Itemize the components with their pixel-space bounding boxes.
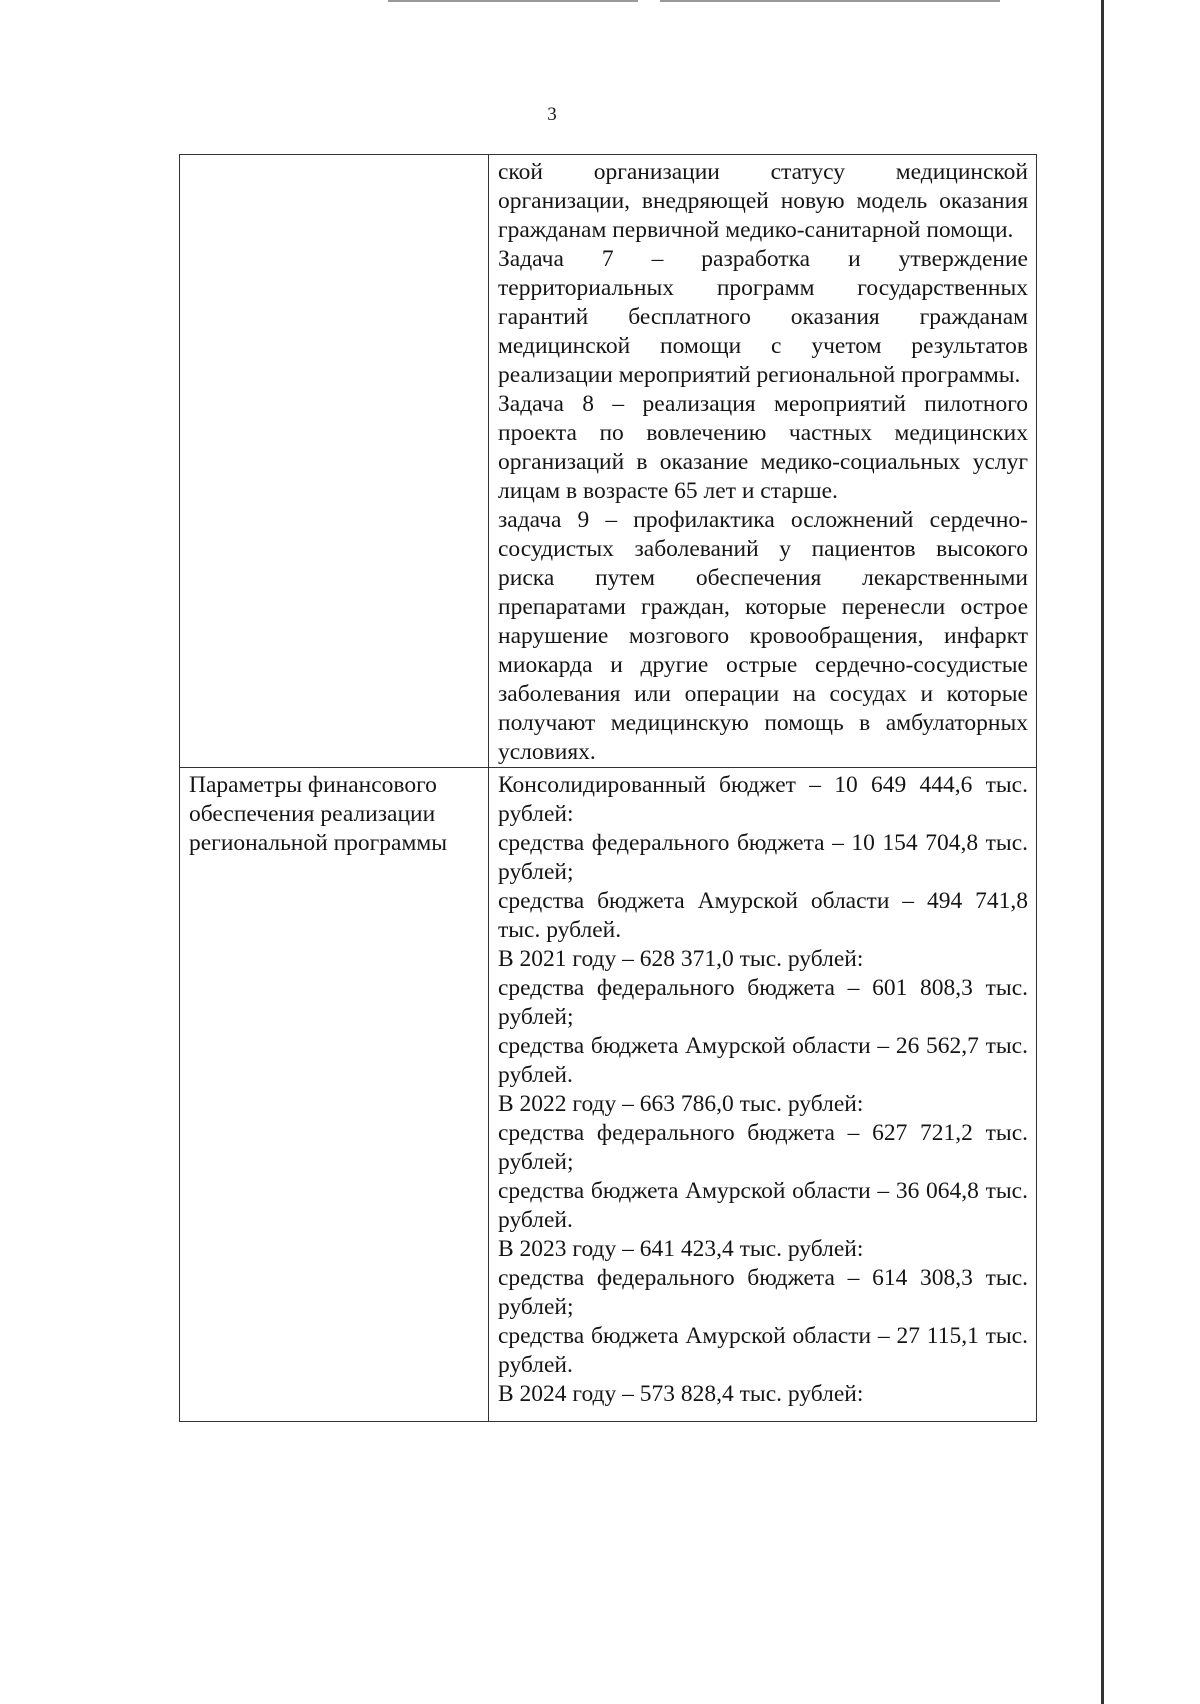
year-2021-federal: средства федерального бюджета – 601 808,3 тыс. рублей; <box>498 975 1028 1030</box>
year-2023-regional: средства бюджета Амурской области – 27 115,1 тыс. рублей. <box>498 1323 1028 1378</box>
scan-mark <box>388 0 638 2</box>
task-7-paragraph: Задача 7 – разработка и утверждение территориальных программ государственных гарантий бесплатного оказания гражданам медицинской помощи с учетом результатов реализации мероприятий региональной программы. <box>498 246 1028 388</box>
year-2022-total: В 2022 году – 663 786,0 тыс. рублей: <box>498 1091 864 1117</box>
year-2023-federal: средства федерального бюджета – 614 308,3 тыс. рублей; <box>498 1265 1028 1320</box>
consolidated-budget: Консолидированный бюджет – 10 649 444,6 тыс. рублей: <box>498 772 1028 827</box>
year-2024-total: В 2024 году – 573 828,4 тыс. рублей: <box>498 1381 864 1407</box>
finance-label-line: региональной программы <box>189 830 448 856</box>
page-number: 3 <box>547 104 557 125</box>
year-2021-regional: средства бюджета Амурской области – 26 562,7 тыс. рублей. <box>498 1033 1028 1088</box>
row-label-cell <box>180 155 489 768</box>
year-2023-total: В 2023 году – 641 423,4 тыс. рублей: <box>498 1236 864 1262</box>
table-row-tasks <box>180 155 1037 768</box>
task-paragraph: ской организации статусу медицинской организации, внедряющей новую модель оказания гражданам первичной медико-санитарной помощи. <box>498 159 1028 243</box>
finance-label-line: обеспечения реализации <box>189 801 436 827</box>
year-2022-regional: средства бюджета Амурской области – 36 064,8 тыс. рублей. <box>498 1178 1028 1233</box>
regional-budget-total: средства бюджета Амурской области – 494 741,8 тыс. рублей. <box>498 888 1028 943</box>
finance-label-line: Параметры финансового <box>189 772 437 798</box>
federal-budget-total: средства федерального бюджета – 10 154 704,8 тыс. рублей; <box>498 830 1028 885</box>
table-row-finance <box>180 768 1037 1422</box>
task-8-paragraph: Задача 8 – реализация мероприятий пилотного проекта по вовлечению частных медицинских организаций в оказание медико-социальных услуг лицам в возрасте 65 лет и старше. <box>498 391 1028 504</box>
year-2022-federal: средства федерального бюджета – 627 721,2 тыс. рублей; <box>498 1120 1028 1175</box>
finance-label-cell <box>180 768 489 1422</box>
program-table <box>179 154 1037 1422</box>
tasks-content-cell <box>489 155 1037 768</box>
scan-mark <box>660 0 1000 2</box>
year-2021-total: В 2021 году – 628 371,0 тыс. рублей: <box>498 946 864 972</box>
scan-edge <box>1101 0 1104 1704</box>
task-9-paragraph: задача 9 – профилактика осложнений сердечно-сосудистых заболеваний у пациентов высокого риска путем обеспечения лекарственными препаратами граждан, которые перенесли острое нарушение мозгового кровообращения, инфаркт миокарда и другие острые сердечно-сосудистые заболевания или операции на сосудах и которые получают медицинскую помощь в амбулаторных условиях. <box>498 507 1028 765</box>
finance-content-cell <box>489 768 1037 1422</box>
